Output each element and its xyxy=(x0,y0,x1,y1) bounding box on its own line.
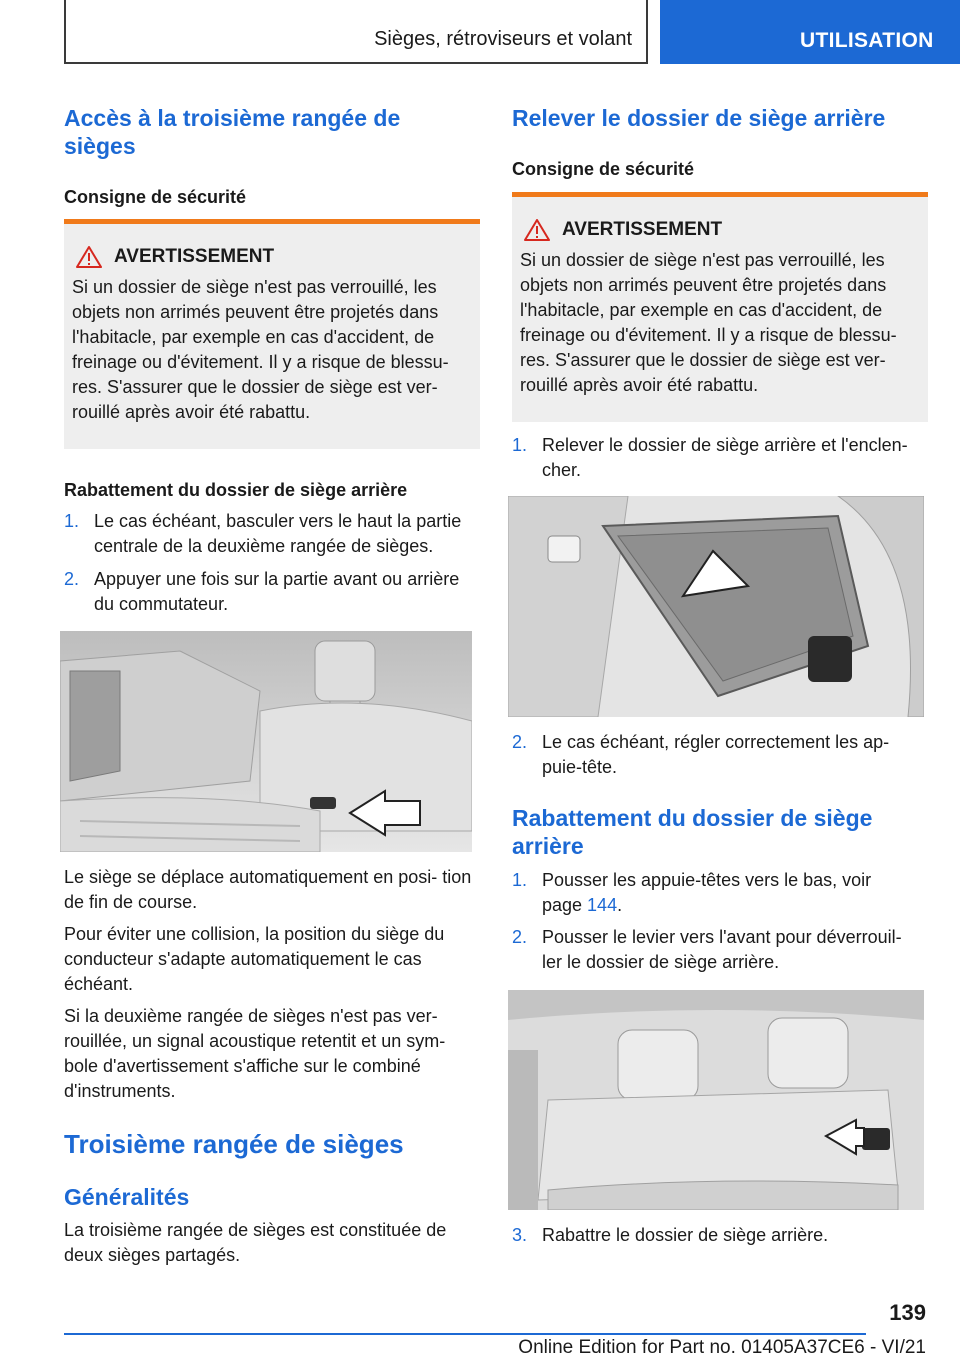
step-number: 3. xyxy=(512,1225,528,1245)
heading-fold-backrest: Rabattement du dossier de siège arrière xyxy=(512,805,873,859)
step-item xyxy=(64,567,480,617)
figure-seat-switch xyxy=(60,631,472,852)
step-number: 1. xyxy=(64,511,80,531)
step-number: 1. xyxy=(512,870,528,890)
header-chapter-box xyxy=(64,0,648,64)
step-number: 2. xyxy=(512,732,528,752)
heading-general: Généralités xyxy=(64,1184,190,1210)
raise-backrest-illustration xyxy=(508,496,924,717)
page-link[interactable]: 144 xyxy=(587,895,618,915)
warning-label: AVERTISSEMENT xyxy=(562,219,723,240)
safety-title: Consigne de sécurité xyxy=(512,159,695,179)
paragraph-collision: Pour éviter une collision, la position du siège du conducteur s'adapte automatiquement le cas échéant. xyxy=(64,924,445,994)
fold-section-title: Rabattement du dossier de siège arrière xyxy=(64,480,408,500)
step-item xyxy=(64,509,480,559)
warning-text: Si un dossier de siège n'est pas verrouillé, les objets non arrimés peuvent être projetés dans l'habitacle, par exemple en cas d'accident, de freinage ou d'évitement. Il y a risque de blessu- res. S'assurer que le dossier de siège est ver- rouillé après avoir été rabattu. xyxy=(72,277,449,422)
chapter-title: Sièges, rétroviseurs et volant xyxy=(374,28,632,50)
heading-third-row: Troisième rangée de sièges xyxy=(64,1129,404,1159)
section-tab[interactable] xyxy=(660,0,960,64)
step-item xyxy=(512,1223,928,1249)
warning-bar xyxy=(64,219,480,224)
step-number: 2. xyxy=(64,569,80,589)
step-item xyxy=(512,730,928,780)
footer-divider xyxy=(64,1333,866,1335)
step-item xyxy=(512,868,928,918)
warning-text: Si un dossier de siège n'est pas verrouillé, les objets non arrimés peuvent être projetés dans l'habitacle, par exemple en cas d'accident, de freinage ou d'évitement. Il y a risque de blessu- res. S'assurer que le dossier de siège est ver- rouillé après avoir été rabattu. xyxy=(520,250,897,395)
edition-footer: Online Edition for Part no. 01405A37CE6 - VI/21 xyxy=(518,1337,926,1358)
step-text: Appuyer une fois sur la partie avant ou arrière du commutateur. xyxy=(94,569,460,614)
step-number: 2. xyxy=(512,927,528,947)
step-text: Rabattre le dossier de siège arrière. xyxy=(542,1225,829,1245)
warning-box xyxy=(512,192,928,422)
step-item xyxy=(512,433,928,483)
safety-title: Consigne de sécurité xyxy=(64,187,247,207)
warning-bar xyxy=(512,192,928,197)
headrests-lever-illustration xyxy=(508,990,924,1210)
page-number: 139 xyxy=(889,1300,926,1325)
warning-label: AVERTISSEMENT xyxy=(114,246,275,267)
section-tab-label: UTILISATION xyxy=(800,29,934,52)
heading-access-third-row: Accès à la troisième rangée de sièges xyxy=(64,105,401,159)
seat-switch-illustration xyxy=(60,631,472,852)
warning-triangle-icon xyxy=(76,245,102,269)
step-text: Pousser le levier vers l'avant pour déverrouil- ler le dossier de siège arrière. xyxy=(542,927,902,972)
figure-raise-backrest xyxy=(508,496,924,717)
paragraph-acoustic-signal: Si la deuxième rangée de sièges n'est pas ver- rouillée, un signal acoustique retentit et un sym- bole d'avertissement s'affiche sur le combiné d'instruments. xyxy=(64,1006,446,1101)
step-text: Le cas échéant, régler correctement les ap- puie-tête. xyxy=(542,732,890,777)
figure-headrests-lever xyxy=(508,990,924,1210)
warning-triangle-icon xyxy=(524,218,550,242)
paragraph-third-row-seats: La troisième rangée de sièges est constituée de deux sièges partagés. xyxy=(64,1220,447,1265)
step-number: 1. xyxy=(512,435,528,455)
warning-box xyxy=(64,219,480,449)
paragraph-auto-move: Le siège se déplace automatiquement en posi- tion de fin de course. xyxy=(64,867,472,912)
step-text: Pousser les appuie-têtes vers le bas, voir page 144. xyxy=(542,870,872,915)
step-item xyxy=(512,925,928,975)
step-text: Le cas échéant, basculer vers le haut la partie centrale de la deuxième rangée de sièges. xyxy=(94,511,462,556)
heading-raise-backrest: Relever le dossier de siège arrière xyxy=(512,105,886,131)
step-text: Relever le dossier de siège arrière et l'enclen- cher. xyxy=(542,435,908,480)
